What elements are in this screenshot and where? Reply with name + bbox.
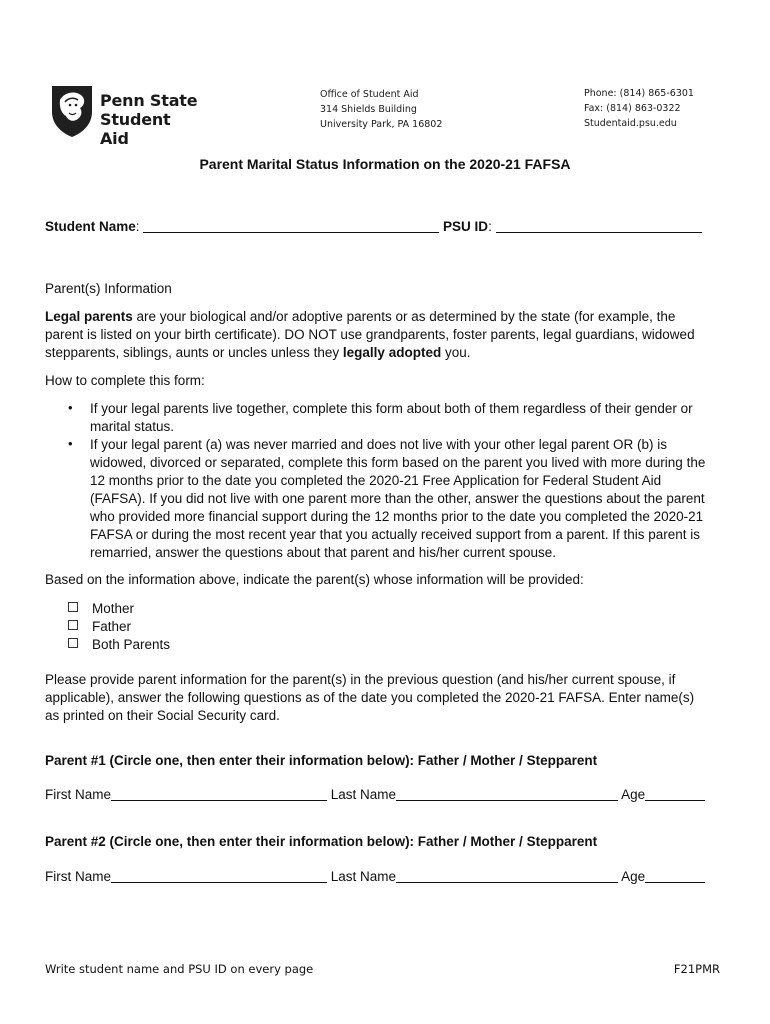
footer-instruction: Write student name and PSU ID on every page [45, 962, 314, 976]
parent1-heading: Parent #1 (Circle one, then enter their information below): Father / Mother / Stepparent [45, 753, 598, 768]
instructions-paragraph [45, 671, 694, 725]
bullet-text: (FAFSA). If you did not live with one parent more than the other, answer the questions about the parent [90, 491, 705, 506]
instruction-line: Please provide parent information for the parent(s) in the previous question (and his/her current spouse, if [45, 672, 676, 687]
option-label: Both Parents [92, 637, 171, 652]
parent2-last-name-field[interactable] [396, 868, 618, 883]
option-label: Mother [92, 601, 135, 616]
option-both-parents[interactable] [68, 636, 170, 654]
legal-parents-paragraph [45, 308, 735, 362]
address-line: Office of Student Aid [320, 89, 419, 100]
last-name-label: Last Name [330, 787, 397, 802]
instruction-line: applicable), answer the following questions as of the date you completed the 2020-21 FAFSA. Enter name(s) [45, 690, 695, 705]
legally-adopted-term: legally adopted [342, 345, 442, 360]
page-title: Parent Marital Status Information on the 2020-21 FAFSA [199, 156, 571, 172]
how-to-heading: How to complete this form: [45, 373, 205, 388]
legal-text: stepparents, siblings, aunts or uncles unless they [45, 345, 343, 360]
checkbox[interactable] [68, 602, 78, 612]
checkbox[interactable] [68, 638, 78, 648]
bullet-text: widowed, divorced or separated, complete this form based on the parent you lived with more during the [90, 455, 706, 470]
bullet-text: If your legal parent (a) was never married and does not live with your other legal parent OR (b) is [90, 437, 668, 452]
parent1-first-name-field[interactable] [111, 786, 327, 801]
bullet-text: If your legal parents live together, complete this form about both of them regardless of their gender or [90, 401, 693, 416]
phone-line: Phone: (814) 865-6301 [584, 88, 694, 99]
first-name-label: First Name [45, 869, 112, 884]
option-label: Father [92, 619, 132, 634]
legal-text: are your biological and/or adoptive parents or as determined by the state (for example, the [132, 309, 676, 324]
nittany-lion-shield-icon [50, 84, 94, 138]
bullet-item [90, 436, 705, 562]
student-info-row: Student Name: PSU ID: [45, 216, 702, 236]
office-contact [584, 86, 694, 131]
last-name-label: Last Name [330, 869, 397, 884]
legal-text: parent is listed on your birth certificate). DO NOT use grandparents, foster parents, legal guardians, widowed [45, 327, 695, 342]
parent2-heading: Parent #2 (Circle one, then enter their information below): Father / Mother / Stepparent [45, 834, 598, 849]
address-line: 314 Shields Building [320, 104, 417, 115]
bullet-item [90, 400, 693, 436]
student-name-label: Student Name [45, 219, 136, 234]
legal-text: you. [441, 345, 471, 360]
parent2-age-field[interactable] [645, 868, 705, 883]
age-label: Age [621, 787, 646, 802]
legal-parents-term: Legal parents [45, 309, 133, 324]
website-line: Studentaid.psu.edu [584, 118, 677, 129]
indicate-question: Based on the information above, indicate the parent(s) whose information will be provided: [45, 572, 584, 587]
bullet-icon: • [68, 436, 73, 451]
bullet-text: FAFSA or during the most recent year that you actually received support from a parent. If this parent is [90, 527, 701, 542]
instruction-line: as printed on their Social Security card. [45, 708, 280, 723]
bullet-text: remarried, answer the questions about that parent and his/her current spouse. [90, 545, 557, 560]
first-name-label: First Name [45, 787, 112, 802]
bullet-text: 12 months prior to the date you completed the 2020-21 Free Application for Federal Student Aid [90, 473, 662, 488]
parent2-first-name-field[interactable] [111, 868, 327, 883]
parent2-name-row [45, 866, 705, 886]
parents-info-heading: Parent(s) Information [45, 281, 172, 296]
office-address [320, 87, 442, 132]
parent1-last-name-field[interactable] [396, 786, 618, 801]
bullet-text: who provided more financial support during the 12 months prior to the date you completed the 2020-21 [90, 509, 704, 524]
student-name-field[interactable] [143, 218, 439, 233]
psu-logo [50, 84, 200, 148]
parent1-age-field[interactable] [645, 786, 705, 801]
address-line: University Park, PA 16802 [320, 119, 443, 130]
option-father[interactable] [68, 618, 131, 636]
bullet-icon: • [68, 400, 73, 415]
option-mother[interactable] [68, 600, 134, 618]
psu-id-label: PSU ID [443, 219, 489, 234]
age-label: Age [621, 869, 646, 884]
bullet-text: marital status. [90, 419, 175, 434]
parent1-name-row [45, 784, 705, 804]
logo-line1: Penn State [100, 91, 198, 110]
logo-line2: Student Aid [100, 110, 171, 148]
fax-line: Fax: (814) 863-0322 [584, 103, 681, 114]
checkbox[interactable] [68, 620, 78, 630]
psu-id-field[interactable] [496, 218, 702, 233]
form-code: F21PMR [673, 962, 720, 976]
